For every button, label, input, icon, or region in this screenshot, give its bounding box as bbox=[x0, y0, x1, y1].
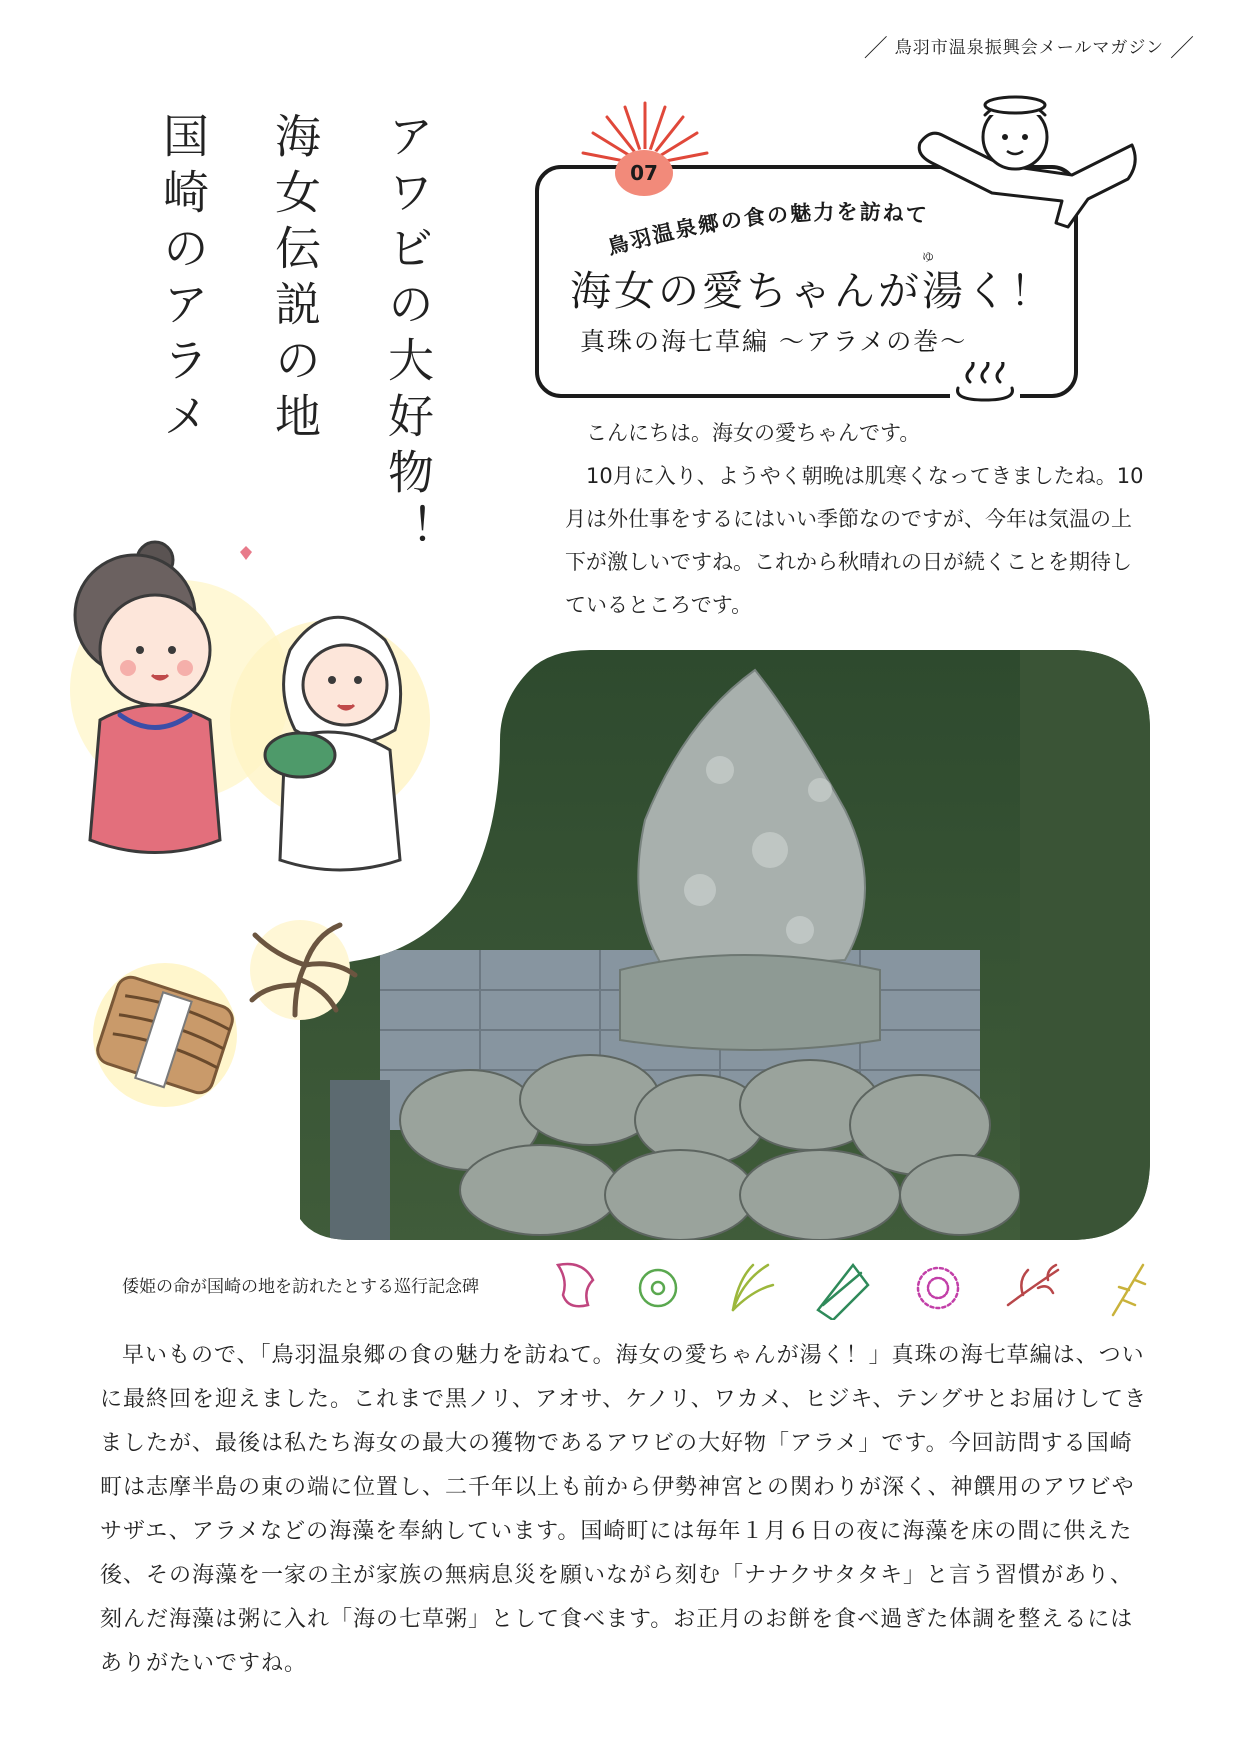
main-title: 海女の愛ちゃんが湯く！ bbox=[570, 267, 1054, 315]
kenori-icon bbox=[733, 1265, 773, 1310]
vertical-title-line3: 国崎のアラメ bbox=[156, 112, 210, 448]
title-ruby: ゆ bbox=[922, 250, 935, 264]
wakame-icon bbox=[818, 1265, 868, 1320]
series-subtitle-text: 鳥羽温泉郷の食の魅力を訪ねて bbox=[604, 199, 930, 260]
edition-title: 真珠の海七草編 ～アラメの巻～ bbox=[580, 327, 968, 356]
tengusa-icon bbox=[1008, 1265, 1058, 1305]
aosa-icon bbox=[640, 1270, 676, 1306]
seven-seaweeds-row bbox=[553, 1260, 1153, 1320]
characters-illustration bbox=[60, 540, 430, 920]
intro-text bbox=[565, 412, 1150, 627]
onsen-icon bbox=[950, 362, 1020, 407]
nori-icon bbox=[558, 1264, 593, 1306]
diver-mascot-illustration bbox=[905, 85, 1145, 245]
svg-text:鳥羽温泉郷の食の魅力を訪ねて bbox=[605, 200, 930, 260]
arame-icon bbox=[1113, 1265, 1145, 1315]
arame-seaweed-illustration bbox=[235, 915, 365, 1025]
body-paragraph: 早いもので、「鳥羽温泉郷の食の魅力を訪ねて。海女の愛ちゃんが湯く！」真珠の海七草編は、ついに最終回を迎えました。これまで黒ノリ、アオサ、ケノリ、ワカメ、ヒジキ、テングサとお届けしてきましたが、最後は私たち海女の最大の獲物であるアワビの大好物「アラメ」です。今回訪問する国崎町は志摩半島の東の端に位置し、二千年以上も前から伊勢神宮との関わりが深く、神饌用のアワビやサザエ、アラメなどの海藻を奉納しています。国崎町には毎年１月６日の夜に海藻を床の間に供えた後、その海藻を一家の主が家族の無病息災を願いながら刻む「ナナクサタタキ」と言う習慣があり、刻んだ海藻は粥に入れ「海の七草粥」として食べます。お正月のお餅を食べ過ぎた体調を整えるにはありがたいですね。 bbox=[100, 1343, 1148, 1676]
intro-paragraph-1: こんにちは。海女の愛ちゃんです。 bbox=[586, 421, 921, 445]
vertical-title-line1: アワビの大好物！ bbox=[381, 112, 435, 560]
hijiki-icon bbox=[918, 1268, 958, 1308]
body-text bbox=[100, 1334, 1150, 1686]
vertical-title-line2: 海女伝説の地 bbox=[268, 112, 322, 448]
intro-paragraph-2: 10月に入り、ようやく朝晩は肌寒くなってきましたね。10月は外仕事をするにはいい季節なのですが、今年は気温の上下が激しいですね。これから秋晴れの日が続くことを期待しているところです。 bbox=[565, 464, 1144, 617]
photo-caption: 倭姫の命が国崎の地を訪れたとする巡行記念碑 bbox=[122, 1277, 479, 1297]
arame-package-illustration bbox=[80, 960, 250, 1110]
issue-number: 07 bbox=[615, 150, 673, 196]
magazine-name: ／ 鳥羽市温泉振興会メールマガジン ／ bbox=[863, 34, 1195, 62]
